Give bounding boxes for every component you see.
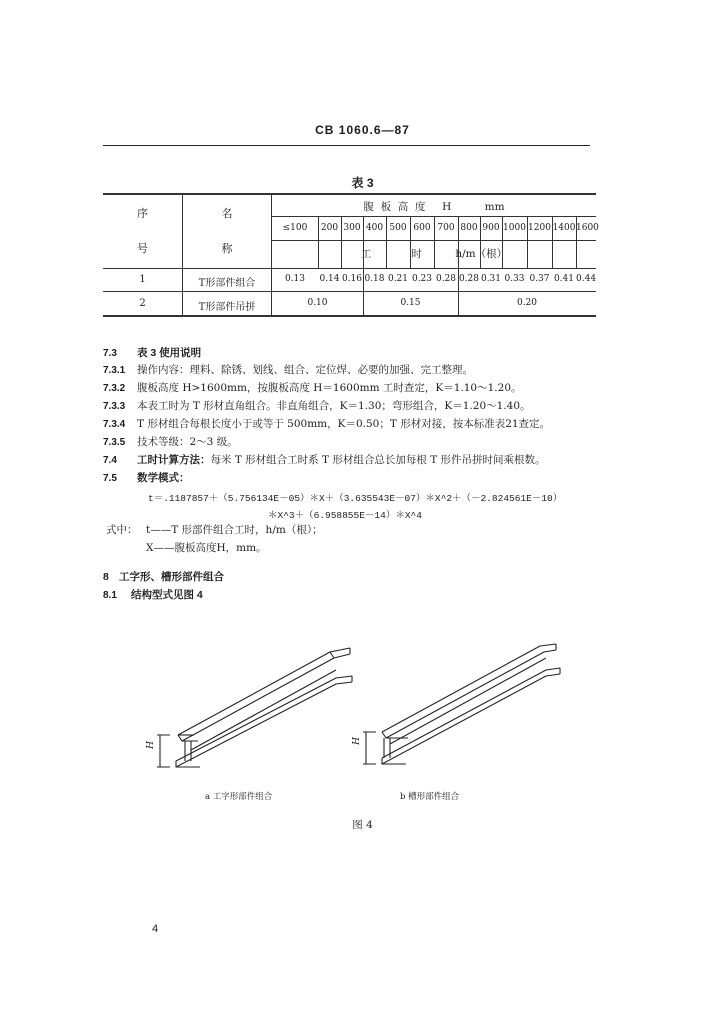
col-name-bottom: 称 (221, 242, 233, 255)
section-heading: 表 3 使用说明 (137, 347, 202, 359)
span-header: 腹 板 高 度 H mm (363, 201, 505, 213)
list-item (103, 399, 531, 414)
table-title: 表 3 (351, 176, 374, 190)
row1-value: 0.28 (435, 274, 457, 284)
row2-value: 0.10 (307, 298, 328, 308)
section-label: 工时计算方法： (137, 454, 211, 466)
list-item (103, 417, 550, 432)
item-text: T 形材组合每根长度小于或等于 500mm，K＝0.50；T 形材对接，按本标准表21查定。 (137, 418, 551, 430)
where-label: 式中： (106, 524, 138, 536)
page-number: 4 (152, 923, 159, 935)
section-heading: 工字形、槽形部件组合 (119, 571, 224, 583)
col-height: 300 (343, 223, 361, 233)
row2-value: 0.20 (516, 298, 538, 308)
table-header-bottom-rule (103, 268, 596, 269)
row1-value: 0.37 (529, 274, 550, 284)
section-number: 7.3 (103, 348, 117, 359)
col-seq-top: 序 (137, 207, 148, 220)
col-height: 500 (389, 223, 407, 233)
item-number: 7.3.4 (103, 419, 126, 430)
row1-name: T形部件组合 (198, 278, 256, 289)
definition-t: t——T 形部件组合工时，h/m（根）； (146, 524, 323, 536)
col-height: 200 (320, 223, 339, 233)
col-height: 600 (413, 223, 431, 233)
table-bottom-rule (103, 315, 596, 317)
section-7-3-heading (103, 346, 201, 361)
item-text: 操作内容：理料、除锈、划线、组合、定位焊、必要的加强、完工整理。 (137, 364, 473, 376)
col-height: ≤100 (282, 223, 308, 233)
item-text: 技术等级：2～3 级。 (137, 436, 238, 448)
list-item (103, 381, 522, 396)
section-7-4 (103, 453, 546, 468)
row1-value: 0.44 (576, 274, 597, 284)
figure-caption-b: b 槽形部件组合 (400, 792, 460, 802)
row1-seq: 1 (139, 274, 146, 285)
row1-value: 0.31 (480, 274, 502, 284)
i-beam-h-label: H (145, 741, 156, 749)
section-label: 数学模式： (137, 472, 190, 484)
row1-value: 0.13 (284, 274, 306, 284)
row2-name: T形部件吊拼 (198, 302, 256, 313)
row2-value: 0.15 (400, 298, 421, 308)
item-text: 本表工时为 T 形材直角组合。非直角组合，K＝1.30；弯形组合，K＝1.20～1.40。 (137, 400, 531, 412)
section-8-1 (103, 588, 203, 603)
section-number: 8 (103, 571, 109, 583)
definition-x: X——腹板高度H，mm。 (146, 542, 267, 554)
channel-drawing (360, 640, 575, 770)
figure-title: 图 4 (352, 819, 373, 831)
col-height: 800 (460, 223, 478, 233)
section-heading: 结构型式见图 4 (131, 589, 203, 601)
row1-value: 0.33 (504, 274, 525, 284)
channel-h-label: H (351, 737, 362, 745)
section-7-5 (103, 471, 190, 486)
row1-value: 0.41 (553, 274, 575, 284)
formula-line-1: t＝.1187857＋（5.756134E－05）＊X＋（3.635543E－07）＊X^2＋（－2.824561E－10） (148, 493, 563, 504)
figure-caption-a: a 工字形部件组合 (205, 792, 273, 802)
unit-row: 工 时 h/m（根） (360, 248, 508, 260)
i-beam-drawing (140, 640, 360, 775)
item-number: 7.3.1 (103, 365, 126, 376)
section-number: 8.1 (103, 590, 117, 601)
col-name-top: 名 (221, 207, 233, 220)
row1-value: 0.28 (458, 274, 480, 284)
item-number: 7.3.2 (103, 383, 126, 394)
section-number: 7.5 (103, 473, 117, 484)
row1-value: 0.21 (387, 274, 409, 284)
table-3 (0, 0, 725, 330)
row1-value: 0.16 (341, 274, 363, 284)
row1-value: 0.18 (364, 274, 385, 284)
col-height: 700 (437, 223, 455, 233)
document-code: CB 1060.6—87 (315, 123, 410, 137)
col-seq-bottom: 号 (137, 242, 148, 255)
list-item (103, 363, 473, 378)
col-height: 1000 (503, 223, 526, 233)
item-number: 7.3.5 (103, 437, 126, 448)
section-8-heading (103, 570, 224, 584)
row1-value: 0.14 (319, 274, 340, 284)
table-top-rule (103, 193, 596, 195)
col-height: 1200 (528, 223, 551, 233)
item-text: 腹板高度 H>1600mm，按腹板高度 H＝1600mm 工时查定，K＝1.10～1.20。 (137, 382, 522, 394)
col-height: 1600 (576, 223, 599, 233)
section-number: 7.4 (103, 455, 117, 466)
item-number: 7.3.3 (103, 401, 126, 412)
section-text: 每米 T 形材组合工时系 T 形材组合总长加每根 T 形件吊拼时间乘根数。 (210, 454, 546, 466)
list-item (103, 435, 238, 450)
col-height: 900 (482, 223, 500, 233)
row1-value: 0.23 (411, 274, 433, 284)
formula-line-2: ＊X^3＋（6.958855E－14）＊X^4 (268, 510, 422, 521)
row2-seq: 2 (139, 298, 146, 309)
table-row1-rule (103, 291, 596, 292)
col-height: 1400 (552, 223, 576, 233)
col-height: 400 (365, 223, 384, 233)
